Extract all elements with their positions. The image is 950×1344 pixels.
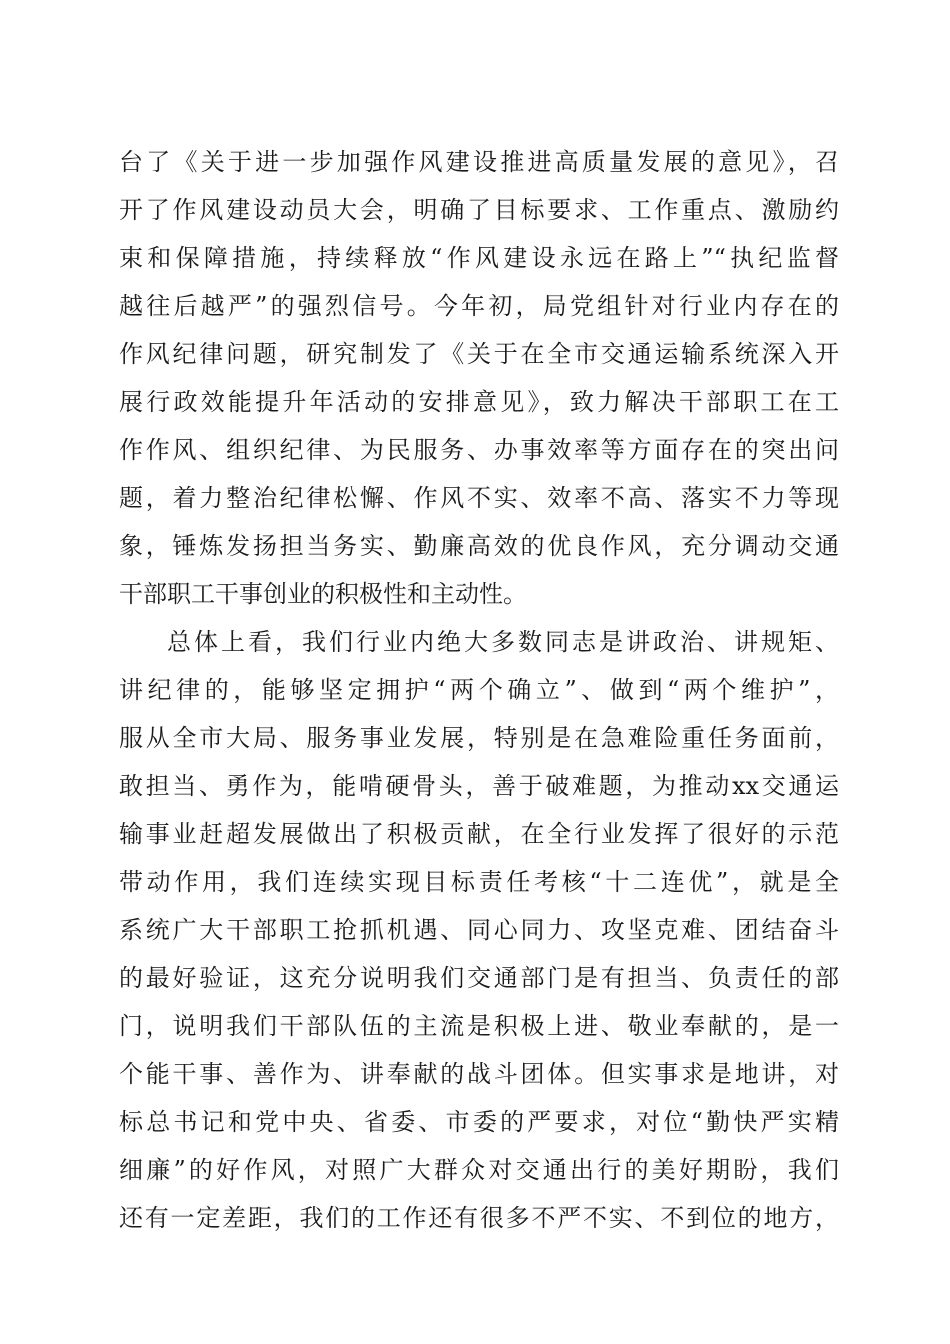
text-line: 标总书记和党中央、省委、市委的严要求，对位“勤快严实精: [119, 1108, 839, 1136]
text-line: 开了作风建设动员大会，明确了目标要求、工作重点、激励约: [119, 196, 839, 224]
text-line: 个能干事、善作为、讲奉献的战斗团体。但实事求是地讲，对: [119, 1060, 839, 1088]
text-line: 展行政效能提升年活动的安排意见》，致力解决干部职工在工: [119, 388, 839, 416]
text-line: 输事业赶超发展做出了积极贡献，在全行业发挥了很好的示范: [119, 820, 839, 848]
text-line: 象，锤炼发扬担当务实、勤廉高效的优良作风，充分调动交通: [119, 532, 839, 560]
text-line: 系统广大干部职工抢抓机遇、同心同力、攻坚克难、团结奋斗: [119, 916, 839, 944]
text-line: 服从全市大局、服务事业发展，特别是在急难险重任务面前，: [119, 724, 839, 752]
paragraph-first-line: 总体上看，我们行业内绝大多数同志是讲政治、讲规矩、: [167, 628, 839, 656]
text-line: 作风纪律问题，研究制发了《关于在全市交通运输系统深入开: [119, 340, 839, 368]
text-line: 门，说明我们干部队伍的主流是积极上进、敬业奉献的，是一: [119, 1012, 839, 1040]
text-line: 还有一定差距，我们的工作还有很多不严不实、不到位的地方，: [119, 1204, 839, 1232]
text-line: 台了《关于进一步加强作风建设推进高质量发展的意见》，召: [119, 148, 839, 176]
text-line: 带动作用，我们连续实现目标责任考核“十二连优”，就是全: [119, 868, 839, 896]
text-line: 干部职工干事创业的积极性和主动性。: [119, 580, 527, 608]
text-line: 敢担当、勇作为，能啃硬骨头，善于破难题，为推动xx交通运: [119, 772, 839, 800]
text-line: 题，着力整治纪律松懈、作风不实、效率不高、落实不力等现: [119, 484, 839, 512]
text-line: 的最好验证，这充分说明我们交通部门是有担当、负责任的部: [119, 964, 839, 992]
text-line: 越往后越严”的强烈信号。今年初，局党组针对行业内存在的: [119, 292, 839, 320]
text-line: 作作风、组织纪律、为民服务、办事效率等方面存在的突出问: [119, 436, 839, 464]
text-line: 讲纪律的，能够坚定拥护“两个确立”、做到“两个维护”，: [119, 676, 839, 704]
text-line: 束和保障措施，持续释放“作风建设永远在路上”“执纪监督: [119, 244, 839, 272]
text-line: 细廉”的好作风，对照广大群众对交通出行的美好期盼，我们: [119, 1156, 839, 1184]
